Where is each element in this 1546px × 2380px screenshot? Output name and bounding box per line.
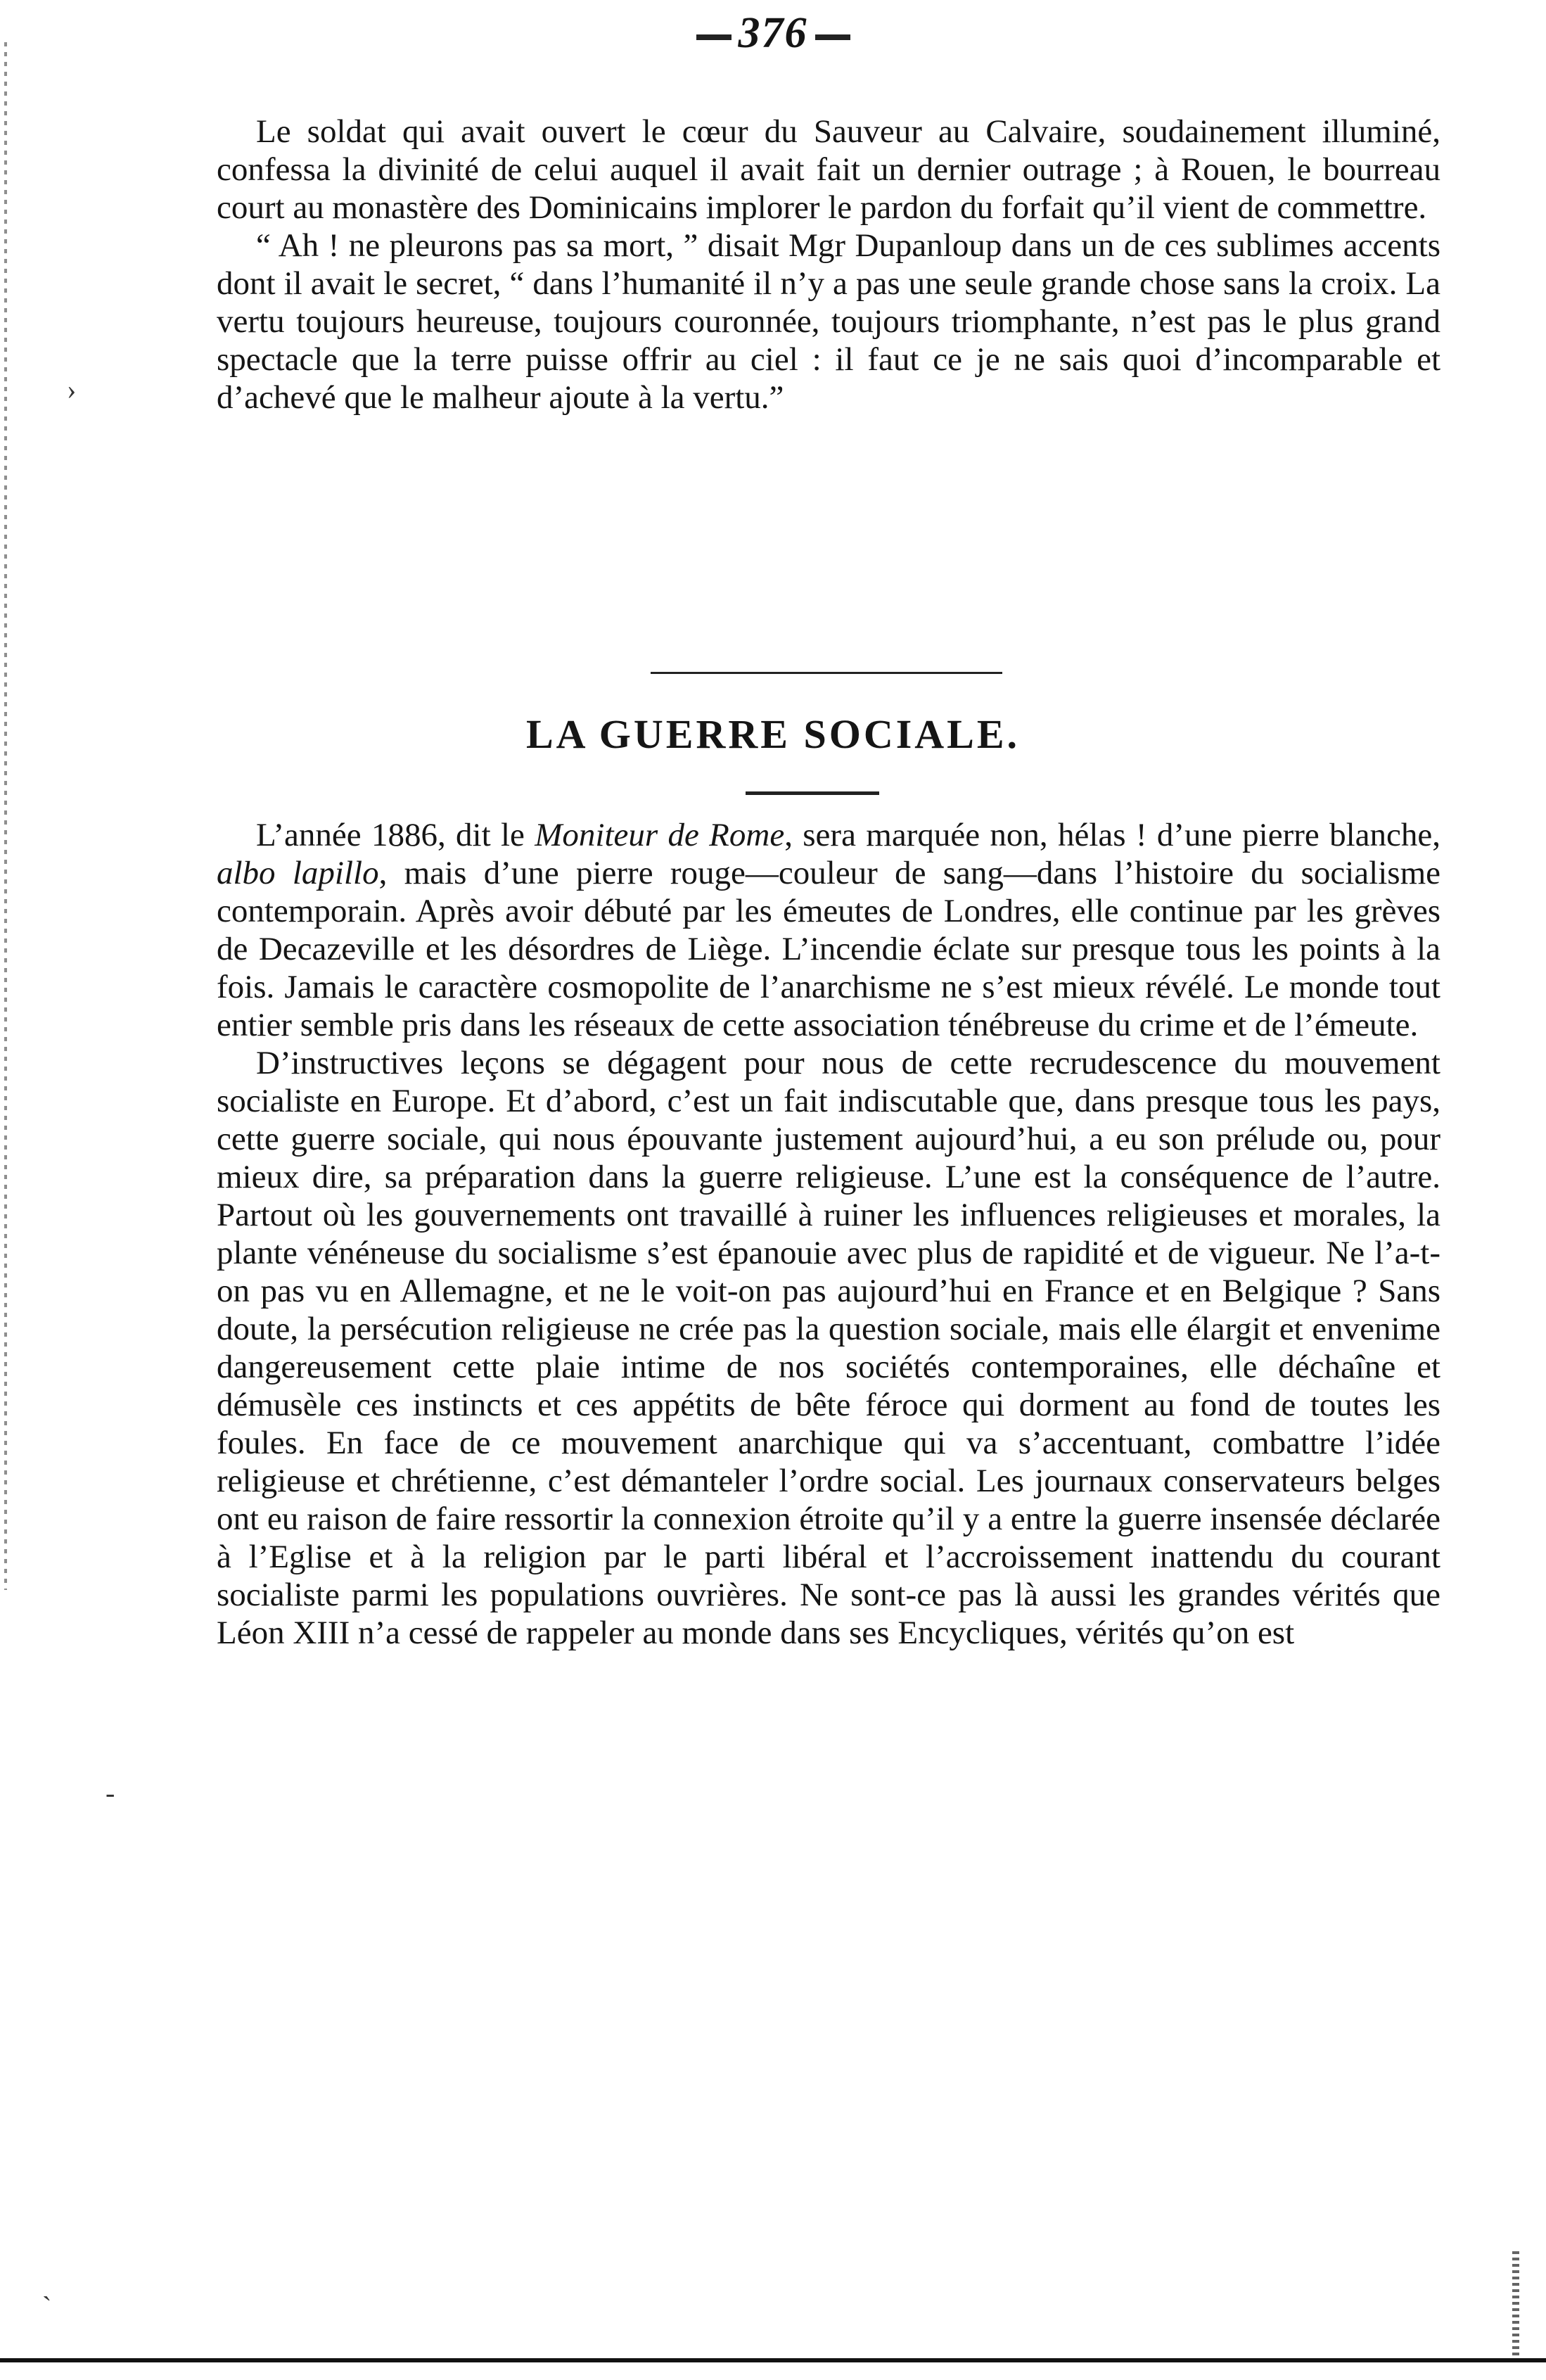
paragraph-3-start: L’année 1886, dit le (256, 817, 535, 853)
page-number-dash-left (696, 34, 732, 40)
margin-mark: - (106, 1777, 115, 1809)
scan-edge-bottom (0, 2358, 1546, 2362)
paragraph-annee-1886 (217, 816, 1440, 1044)
page-number-text: 376 (738, 9, 808, 57)
section-heading: LA GUERRE SOCIALE. (525, 711, 1021, 757)
paragraph-3-end: , mais d’une pierre rouge—couleur de sang—dans l’histoire du socialisme contemporain. Après avoir débuté par les émeutes de Londres, elle continue par les grèves de Decazeville et les désordres de Liège. L’incendie éclate sur presque tous les points à la fois. Jamais le caractère cosmopolite de l’anarchisme ne s’est mieux révélé. Le monde tout entier semble pris dans les réseaux de cette association ténébreuse du crime et de l’émeute. (217, 855, 1440, 1043)
latin-phrase: albo lapillo (217, 855, 379, 891)
section-rule-top (651, 672, 1002, 674)
scan-edge-left (4, 42, 7, 1590)
newspaper-title: Moniteur de Rome (535, 817, 785, 853)
paragraph-soldier: Le soldat qui avait ouvert le cœur du Sauveur au Calvaire, soudainement illuminé, confessa la divinité de celui auquel il avait fait un dernier outrage ; à Rouen, le bourreau court au monastère des Dominicains implorer le pardon du forfait qu’il vient de commettre. (217, 113, 1440, 226)
section-rule-bottom (746, 791, 879, 795)
page-number (0, 8, 1546, 58)
page-number-dash-right (815, 34, 850, 40)
paragraph-lecons: D’instructives leçons se dégagent pour nous de cette recrudescence du mouvement socialiste en Europe. Et d’abord, c’est un fait indiscutable que, dans presque tous les pays, cette guerre sociale, qui nous épouvante justement aujourd’hui, a eu son prélude ou, pour mieux dire, sa préparation dans la guerre religieuse. L’une est la conséquence de l’autre. Partout où les gouvernements ont travaillé à ruiner les influences religieuses et morales, la plante vénéneuse du socialisme s’est épanouie avec plus de rapidité et de vigueur. Ne l’a-t-on pas vu en Allemagne, et ne le voit-on pas aujourd’hui en France et en Belgique ? Sans doute, la persécution religieuse ne crée pas la question sociale, mais elle élargit et envenime dangereusement cette plaie intime de nos sociétés contemporaines, elle déchaîne et démusèle ces instincts et ces appétits de bête féroce qui dorment au fond de toutes les foules. En face de ce mouvement anarchique qui va s’accentuant, combattre l’idée religieuse et chrétienne, c’est démanteler l’ordre social. Les journaux conservateurs belges ont eu raison de faire ressortir la connexion étroite qu’il y a entre la guerre insensée déclarée à l’Eglise et à la religion par le parti libéral et l’accroissement inattendu du courant socialiste parmi les populations ouvrières. Ne sont-ce pas là aussi les grandes vérités que Léon XIII n’a cessé de rappeler au monde dans ses Encycliques, vérités qu’on est (217, 1045, 1440, 1651)
text-block-top (217, 113, 1440, 416)
paragraph-dupanloup-quote: “ Ah ! ne pleurons pas sa mort, ” disait Mgr Dupanloup dans un de ces sublimes accents dont il avait le secret, “ dans l’humanité il n’y a pas une seule grande chose sans la croix. La vertu toujours heureuse, toujours couronnée, toujours triomphante, n’est pas le plus grand spectacle que la terre puisse offrir au ciel : il faut ce je ne sais quoi d’incomparable et d’achevé que le malheur ajoute à la vertu.” (217, 227, 1440, 416)
paragraph-3-middle: , sera marquée non, hélas ! d’une pierre blanche, (784, 817, 1440, 853)
scan-edge-right (1512, 2251, 1519, 2357)
margin-mark: ` (42, 2291, 52, 2322)
text-block-guerre-sociale (217, 816, 1440, 1652)
margin-mark: › (67, 374, 77, 405)
